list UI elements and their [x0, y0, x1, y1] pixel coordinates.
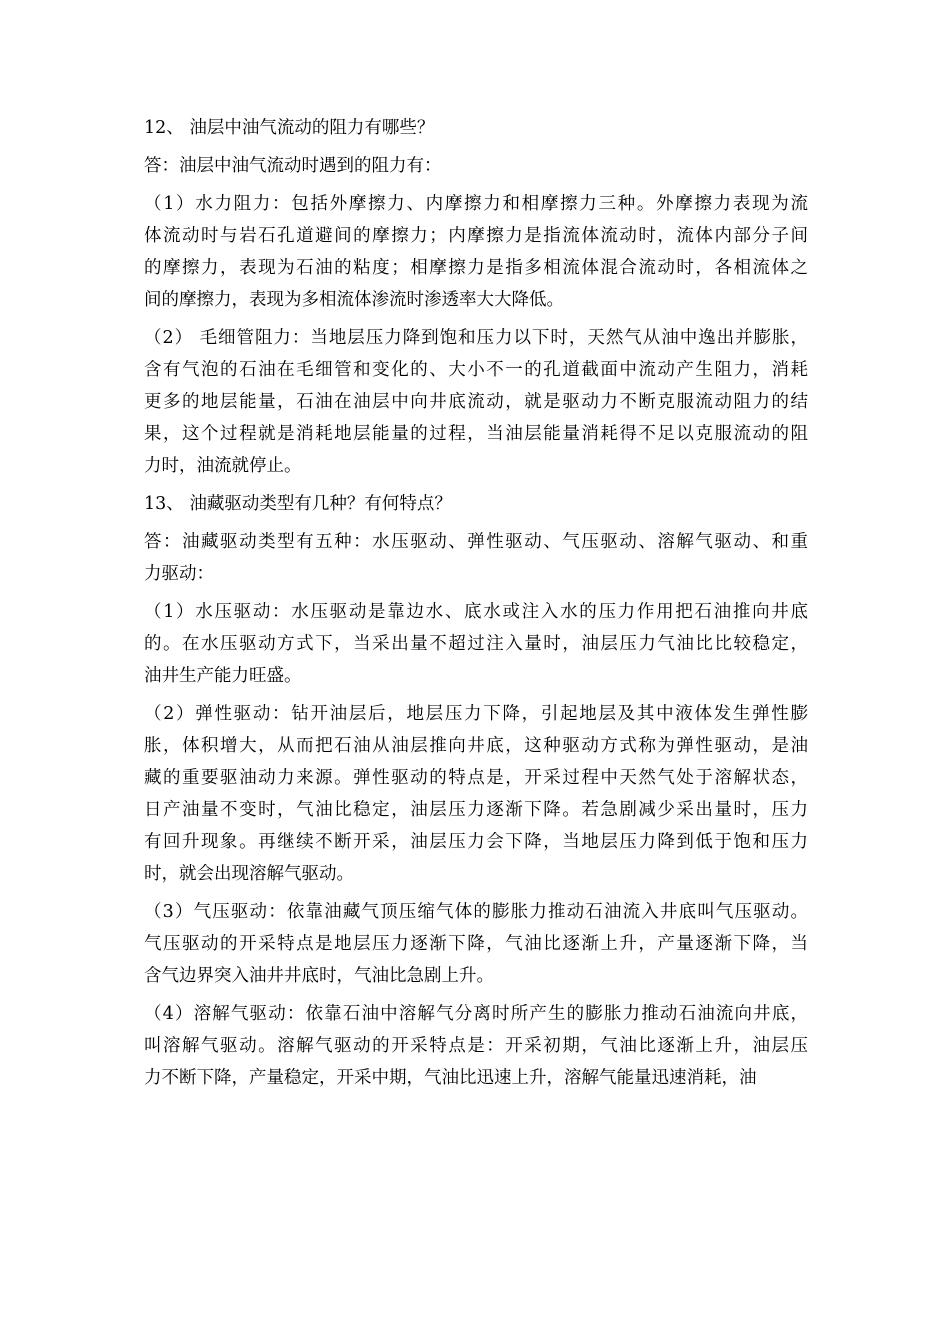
- paragraph: [144, 150, 808, 182]
- text-line: 时，就会出现溶解气驱动。: [144, 864, 354, 884]
- text-line: （2）弹性驱动：钻开油层后，地层压力下降，引起地层及其中液体发生弹性膨: [144, 704, 808, 724]
- text-line: 13、 油藏驱动类型有几种？有何特点？: [144, 494, 452, 514]
- text-line: 的。在水压驱动方式下，当采出量不超过注入量时，油层压力气油比比较稳定，: [144, 634, 808, 654]
- text-line: 力不断下降，产量稳定，开采中期，气油比迅速上升，溶解气能量迅速消耗，油: [144, 1068, 757, 1088]
- question-heading: [144, 112, 808, 144]
- text-line: 含气边界突入油井井底时，气油比急剧上升。: [144, 966, 494, 986]
- text-line: 答：油藏驱动类型有五种：水压驱动、弹性驱动、气压驱动、溶解气驱动、和重: [144, 532, 808, 552]
- text-line: 更多的地层能量，石油在油层中向井底流动，就是驱动力不断克服流动阻力的结: [144, 392, 808, 412]
- text-line: 体流动时与岩石孔道避间的摩擦力；内摩擦力是指流体流动时，流体内部分子间: [144, 226, 808, 246]
- text-line: 藏的重要驱油动力来源。弹性驱动的特点是，开采过程中天然气处于溶解状态，: [144, 768, 808, 788]
- text-line: 油井生产能力旺盛。: [144, 666, 302, 686]
- text-line: 的摩擦力，表现为石油的粘度；相摩擦力是指多相流体混合流动时，各相流体之: [144, 258, 808, 278]
- text-line: 答：油层中油气流动时遇到的阻力有：: [144, 156, 442, 176]
- paragraph: [144, 698, 808, 890]
- paragraph: [144, 998, 808, 1094]
- paragraph: [144, 896, 808, 992]
- text-line: 12、 油层中油气流动的阻力有哪些？: [144, 118, 435, 138]
- paragraph: [144, 526, 808, 590]
- text-line: 有回升现象。再继续不断开采，油层压力会下降，当地层压力降到低于饱和压力: [144, 832, 808, 852]
- text-line: （1）水力阻力：包括外摩擦力、内摩擦力和相摩擦力三种。外摩擦力表现为流: [144, 194, 808, 214]
- text-line: （2） 毛细管阻力：当地层压力降到饱和压力以下时，天然气从油中逸出并膨胀，: [144, 328, 808, 348]
- document-body: [144, 112, 808, 1100]
- paragraph: [144, 322, 808, 482]
- text-line: 间的摩擦力，表现为多相流体渗流时渗透率大大降低。: [144, 290, 564, 310]
- text-line: 力时，油流就停止。: [144, 456, 302, 476]
- text-line: （4）溶解气驱动：依靠石油中溶解气分离时所产生的膨胀力推动石油流向井底，: [144, 1004, 808, 1024]
- text-line: 力驱动：: [144, 564, 214, 584]
- question-heading: [144, 488, 808, 520]
- text-line: 含有气泡的石油在毛细管和变化的、大小不一的孔道截面中流动产生阻力，消耗: [144, 360, 808, 380]
- text-line: （3）气压驱动：依靠油藏气顶压缩气体的膨胀力推动石油流入井底叫气压驱动。: [144, 902, 808, 922]
- text-line: 果，这个过程就是消耗地层能量的过程，当油层能量消耗得不足以克服流动的阻: [144, 424, 808, 444]
- paragraph: [144, 596, 808, 692]
- text-line: 日产油量不变时，气油比稳定，油层压力逐渐下降。若急剧减少采出量时，压力: [144, 800, 808, 820]
- text-line: 叫溶解气驱动。溶解气驱动的开采特点是：开采初期，气油比逐渐上升，油层压: [144, 1036, 808, 1056]
- paragraph: [144, 188, 808, 316]
- text-line: （1）水压驱动：水压驱动是靠边水、底水或注入水的压力作用把石油推向井底: [144, 602, 808, 622]
- text-line: 气压驱动的开采特点是地层压力逐渐下降，气油比逐渐上升，产量逐渐下降，当: [144, 934, 808, 954]
- text-line: 胀，体积增大，从而把石油从油层推向井底，这种驱动方式称为弹性驱动，是油: [144, 736, 808, 756]
